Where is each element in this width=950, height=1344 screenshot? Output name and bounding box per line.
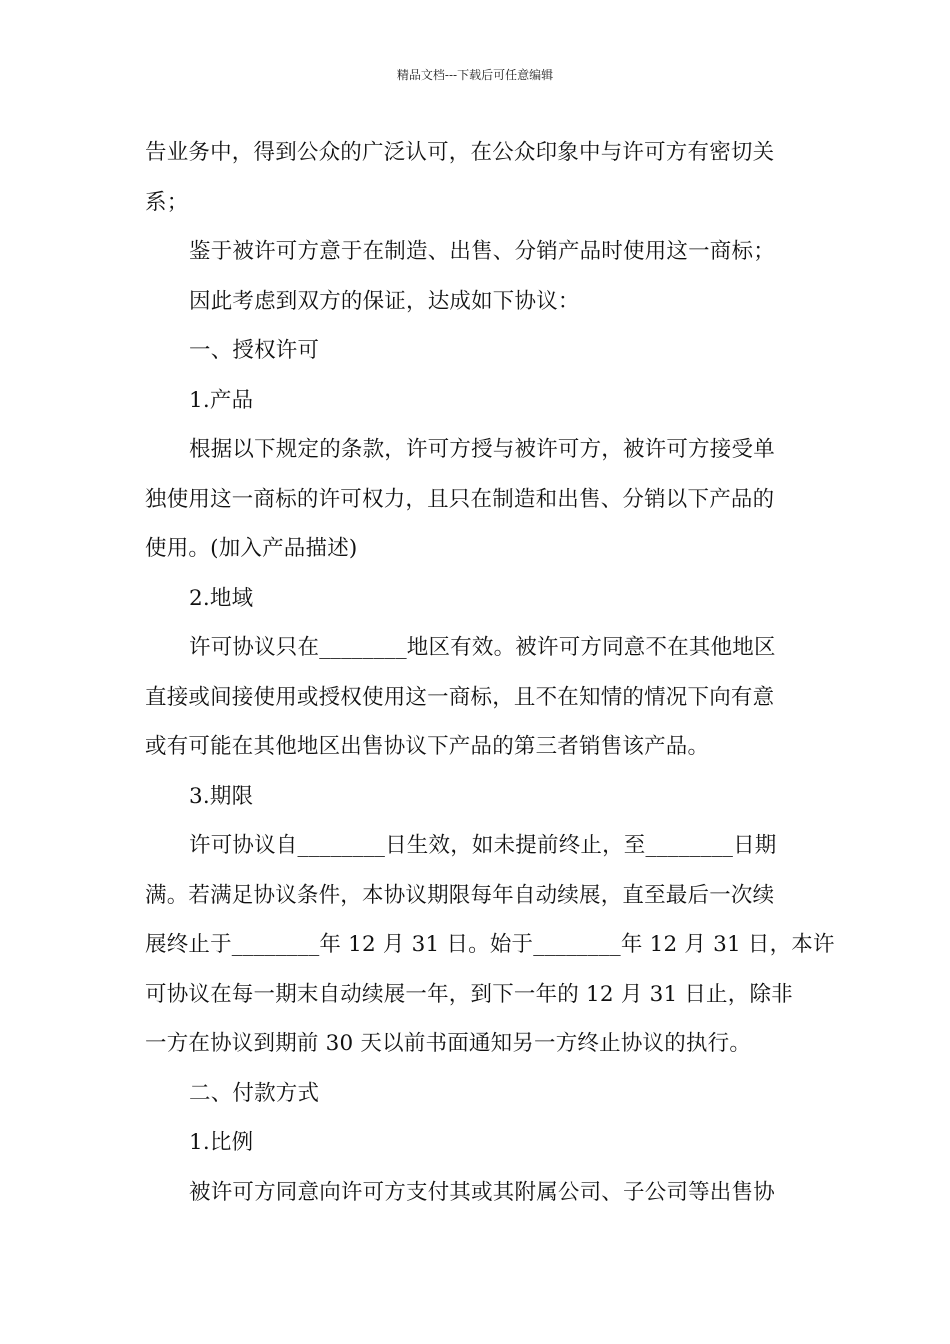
section-heading: 二、付款方式	[189, 1080, 320, 1106]
paragraph-line: 满。若满足协议条件，本协议期限每年自动续展，直至最后一次续	[145, 882, 775, 908]
paragraph-line: 被许可方同意向许可方支付其或其附属公司、子公司等出售协	[189, 1179, 775, 1205]
paragraph-line: 直接或间接使用或授权使用这一商标，且不在知情的情况下向有意	[145, 684, 775, 710]
paragraph-line: 使用。(加入产品描述)	[145, 536, 358, 561]
paragraph-line: 一方在协议到期前 30 天以前书面通知另一方终止协议的执行。	[145, 1031, 752, 1056]
paragraph-line: 根据以下规定的条款，许可方授与被许可方，被许可方接受单	[189, 437, 775, 462]
paragraph-line: 因此考虑到双方的保证，达成如下协议：	[189, 288, 580, 314]
paragraph-line: 或有可能在其他地区出售协议下产品的第三者销售该产品。	[145, 734, 710, 759]
subsection-heading: 1.比例	[189, 1130, 254, 1155]
subsection-heading: 2.地域	[189, 585, 254, 611]
paragraph-line: 展终止于________年 12 月 31 日。始于________年 12 月 31 日，本许	[145, 932, 835, 957]
paragraph-line: 告业务中，得到公众的广泛认可，在公众印象中与许可方有密切关	[145, 140, 775, 165]
paragraph-line: 鉴于被许可方意于在制造、出售、分销产品时使用这一商标；	[189, 239, 775, 264]
paragraph-line: 许可协议只在________地区有效。被许可方同意不在其他地区	[189, 635, 776, 660]
paragraph-line: 独使用这一商标的许可权力，且只在制造和出售、分销以下产品的	[145, 486, 775, 512]
document-body	[145, 128, 835, 1217]
paragraph-line: 系；	[145, 189, 189, 215]
section-heading: 一、授权许可	[189, 338, 320, 363]
subsection-heading: 1.产品	[189, 387, 254, 413]
paragraph-line: 许可协议自________日生效，如未提前终止，至________日期	[189, 833, 777, 858]
page-header: 精品文档---下载后可任意编辑	[396, 68, 554, 82]
subsection-heading: 3.期限	[189, 783, 254, 809]
paragraph-line: 可协议在每一期末自动续展一年，到下一年的 12 月 31 日止，除非	[145, 981, 793, 1007]
